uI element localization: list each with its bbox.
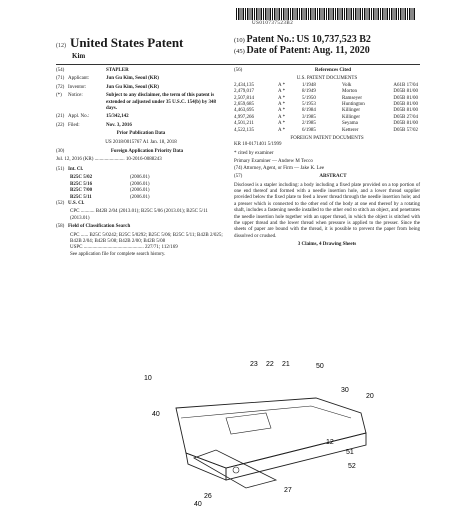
cited-note: * cited by examiner xyxy=(234,150,274,156)
int-cl-code: (51) xyxy=(56,166,65,172)
reference-date: 8/1949 xyxy=(302,89,316,95)
int-cl-class: B25C 7/00 xyxy=(70,188,93,194)
right-column xyxy=(234,68,420,249)
reference-k: A * xyxy=(278,127,286,133)
inventor-short: Kim xyxy=(72,52,86,60)
reference-name: Huntington xyxy=(342,102,365,108)
field-key xyxy=(68,68,106,74)
reference-date: 8/1984 xyxy=(302,108,316,114)
us-cl-title: U.S. Cl. xyxy=(68,200,85,206)
field-val: STAPLER xyxy=(106,68,129,73)
stapler-base xyxy=(194,450,276,488)
drawing-label: 27 xyxy=(284,487,292,494)
field-val: Nov. 3, 2016 xyxy=(106,122,132,128)
field-num: (22) xyxy=(56,122,65,128)
reference-date: 6/1985 xyxy=(302,127,316,133)
us-cl-code: (52) xyxy=(56,200,65,206)
barcode-number: US010737523B2 xyxy=(252,21,294,26)
biblio-field xyxy=(56,114,226,120)
stapler-side xyxy=(186,453,226,480)
int-cl-version: (2006.01) xyxy=(130,181,150,187)
us-docs-title: U.S. PATENT DOCUMENTS xyxy=(296,76,358,82)
stapler-front xyxy=(226,433,366,480)
int-cl-version: (2006.01) xyxy=(130,175,150,181)
field-key: Inventor: xyxy=(68,84,87,90)
field-key: Applicant: xyxy=(68,76,90,82)
reference-cls: D05B 81/00 xyxy=(393,95,418,101)
reference-cls: D05B 27/04 xyxy=(393,114,418,120)
field-search-title: Field of Classification Search xyxy=(68,224,131,230)
int-cl-version: (2006.01) xyxy=(130,194,150,200)
reference-k: A * xyxy=(278,121,286,127)
reference-date: 5/1953 xyxy=(302,102,316,108)
reference-k: A * xyxy=(278,89,286,95)
header-divider xyxy=(56,64,420,65)
refs-code: (56) xyxy=(234,68,243,73)
reference-k: A * xyxy=(278,82,286,88)
drawing-label: 40 xyxy=(194,501,202,508)
reference-name: Volk xyxy=(342,82,352,88)
reference-cls: A61B 17/04 xyxy=(393,82,418,88)
field-search-note: See application file for complete search history. xyxy=(70,251,166,257)
field-num: (71) xyxy=(56,76,65,82)
header-left xyxy=(56,34,226,60)
date-label: Date of Patent: xyxy=(246,45,311,56)
attorney: (74) Attorney, Agent, or Firm — Jake K. Lee xyxy=(234,165,325,171)
reference-date: 3/1985 xyxy=(302,114,316,120)
foreign-priority-title: Foreign Application Priority Data xyxy=(110,149,184,155)
reference-name: Ramseyer xyxy=(342,95,362,101)
stapler-drawing xyxy=(116,358,376,508)
biblio-field xyxy=(56,68,226,74)
reference-name: Killinger xyxy=(342,114,361,120)
drawing-label: 22 xyxy=(266,361,274,368)
abstract-title: ABSTRACT xyxy=(319,174,347,180)
reference-no: 4,501,211 xyxy=(234,121,254,127)
field-num: (21) xyxy=(56,114,65,120)
reference-cls: D05B 81/00 xyxy=(393,89,418,95)
patent-no-label: Patent No.: xyxy=(246,34,295,45)
biblio-field xyxy=(56,76,226,82)
stapler-housing xyxy=(226,413,271,434)
patent-date: Aug. 11, 2020 xyxy=(312,45,370,56)
field-num: (*) xyxy=(56,93,62,99)
doc-type: United States Patent xyxy=(70,35,184,50)
prior-pub-title: Prior Publication Data xyxy=(116,131,166,137)
reference-k: A * xyxy=(278,114,286,120)
reference-row xyxy=(234,128,420,134)
drawing-label: 51 xyxy=(346,449,354,456)
reference-k: A * xyxy=(278,108,286,114)
left-column xyxy=(56,68,226,258)
claims-line: 3 Claims, 4 Drawing Sheets xyxy=(297,242,357,248)
int-cl-class: B25C 5/02 xyxy=(70,175,93,181)
int-cl-class: B25C 5/11 xyxy=(70,194,92,200)
reference-cls: D05B 81/00 xyxy=(393,121,418,127)
field-key: Notice: xyxy=(68,93,83,99)
reference-no: 4,997,266 xyxy=(234,114,254,120)
reference-name: Morton xyxy=(342,89,357,95)
field-search-uspc: USPC ................................................ 227/71; 112/169 xyxy=(70,245,178,251)
us-cl-text: CPC ........... B42B 2/04 (2013.01); B25C 5/06 (2013.01); B25C 5/11 (2013.01) xyxy=(70,209,208,221)
needle-hole xyxy=(233,467,239,473)
reference-name: Ketterer xyxy=(342,127,359,133)
drawing-label: 12 xyxy=(326,439,334,446)
foreign-docs-row: KR 10-0171401 5/1999 xyxy=(234,142,282,148)
reference-date: 1/1948 xyxy=(302,82,316,88)
patent-no-code: (10) xyxy=(234,37,245,44)
field-num: (54) xyxy=(56,68,65,73)
prior-pub-row: US 2018/0015767 A1 Jan. 18, 2018 xyxy=(105,139,177,145)
field-val: Jun Gu Kim, Seoul (KR) xyxy=(106,84,159,90)
refs-title: References Cited xyxy=(314,68,352,73)
drawing-label: 50 xyxy=(316,363,324,370)
field-val: Jun Gu Kim, Seoul (KR) xyxy=(106,76,159,82)
reference-k: A * xyxy=(278,102,286,108)
reference-name: Seyama xyxy=(342,121,358,127)
drawing-label: 23 xyxy=(250,361,258,368)
country-code: (12) xyxy=(56,43,66,49)
foreign-docs-title: FOREIGN PATENT DOCUMENTS xyxy=(290,136,364,142)
reference-no: 4,463,695 xyxy=(234,108,254,114)
field-val: Subject to any disclaimer, the term of this patent is extended or adjusted under 35 U.S.C. 154(b) by 348 days. xyxy=(106,93,216,112)
reference-no: 2,434,135 xyxy=(234,82,254,88)
stapler-ridge xyxy=(181,406,351,418)
primary-examiner: Primary Examiner — Andrew M Tecco xyxy=(234,159,313,165)
stapler-top-outline xyxy=(176,398,366,468)
barcode xyxy=(236,8,416,20)
reference-cls: D05B 57/02 xyxy=(393,127,418,133)
biblio-field xyxy=(56,85,226,91)
reference-no: 4,522,135 xyxy=(234,127,254,133)
drawing-label: 10 xyxy=(144,375,152,382)
drawing-label: 40 xyxy=(152,411,160,418)
field-search-text: CPC ...... B25C 5/0242; B25C 5/0292; B25C 5/06; B25C 5/11; B42B 2/025; B42B 2/04; B42B 5/08; B42B 2/00; B42B 5/08 xyxy=(70,232,223,244)
foreign-priority-row: Jul. 12, 2016 (KR) ........................ 10-2016-0088243 xyxy=(56,157,162,163)
reference-cls: D05B 81/00 xyxy=(393,108,418,114)
field-search-code: (58) xyxy=(56,224,65,230)
abstract-text: Disclosed is a stapler including: a body including a fixed plate provided on a top portion of one end thereof and formed with a needle insertion hole, and a lower thread supplier provided below the fixed plate to feed a lower thread through the needle insertion hole; and a presser which is connected to the other end of the body at one end thereof by a rotating shaft, includes a fastening needle installed to the other end to stitch an object, and penetrates the needle insertion hole together with an upper thread, in which the object is stitched with the upper thread and the lower thread when pressure is applied to the presser. Since the sheets of paper are bound with the thread, it is possible to prevent the paper from being dissolved or crushed. xyxy=(234,182,420,239)
drawing-label: 21 xyxy=(282,361,290,368)
reference-date: 2/1985 xyxy=(302,121,316,127)
header-right xyxy=(234,34,420,56)
reference-no: 2,507,814 xyxy=(234,95,254,101)
abstract-code: (57) xyxy=(234,174,243,180)
patent-page xyxy=(56,8,420,508)
date-code: (45) xyxy=(234,48,245,55)
drawing-label: 52 xyxy=(348,463,356,470)
drawing-label: 20 xyxy=(366,393,374,400)
reference-no: 2,659,685 xyxy=(234,102,254,108)
field-val: 15/342,142 xyxy=(106,114,129,120)
field-num: (72) xyxy=(56,84,65,90)
field-key: Filed: xyxy=(68,122,80,128)
field-key: Appl. No.: xyxy=(68,114,90,120)
int-cl-version: (2006.01) xyxy=(130,188,150,194)
reference-name: Killinger xyxy=(342,108,361,114)
drawing-label: 30 xyxy=(341,387,349,394)
biblio-field xyxy=(56,93,226,112)
reference-no: 2,479,017 xyxy=(234,89,254,95)
patent-no: US 10,737,523 B2 xyxy=(296,34,371,45)
drawing-label: 26 xyxy=(204,493,212,500)
reference-cls: D05B 81/00 xyxy=(393,102,418,108)
biblio-field xyxy=(56,123,226,129)
int-cl-class: B25C 5/16 xyxy=(70,181,93,187)
reference-date: 5/1950 xyxy=(302,95,316,101)
int-cl-title: Int. Cl. xyxy=(68,166,84,172)
reference-k: A * xyxy=(278,95,286,101)
foreign-priority-code: (30) xyxy=(56,149,65,155)
